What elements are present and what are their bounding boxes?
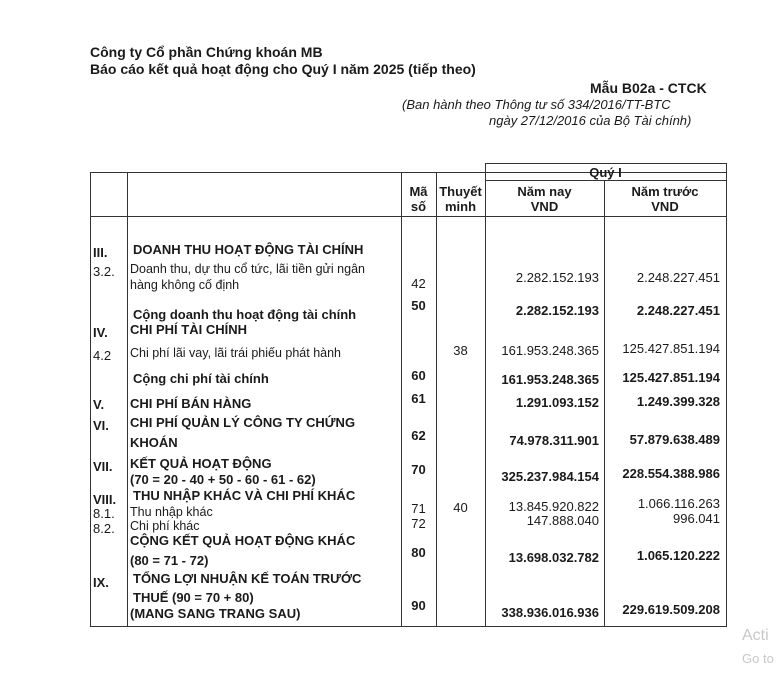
- row-vii-label-line2: (70 = 20 - 40 + 50 - 60 - 61 - 62): [130, 472, 316, 487]
- row-32-label-line1: Doanh thu, dự thu cổ tức, lãi tiền gửi ngân: [130, 262, 365, 276]
- row-iv-label: CHI PHÍ TÀI CHÍNH: [130, 322, 247, 337]
- row-iii-label: DOANH THU HOẠT ĐỘNG TÀI CHÍNH: [133, 242, 364, 257]
- row-32-previous: 2.248.227.451: [636, 270, 720, 285]
- row-v-number: V.: [93, 397, 105, 412]
- row-vii-current: 325.237.984.154: [501, 469, 599, 484]
- row-50-code: 50: [411, 298, 426, 313]
- row-42-note: 38: [453, 343, 468, 358]
- row-60-label: Cộng chi phí tài chính: [133, 371, 269, 386]
- row-vi-current: 74.978.311.901: [509, 433, 599, 448]
- row-81-number: 8.1.: [93, 506, 115, 521]
- row-82-code: 72: [411, 516, 426, 531]
- row-vii-code: 70: [411, 462, 426, 477]
- row-ix-current: 338.936.016.936: [501, 605, 599, 620]
- header-previous-line1: Năm trước: [631, 184, 699, 199]
- row-81-previous: 1.066.116.263: [637, 496, 720, 511]
- row-42-label: Chi phí lãi vay, lãi trái phiếu phát hành: [130, 346, 342, 360]
- row-viii-number: VIII.: [93, 492, 117, 507]
- row-ix-label-line3: (MANG SANG TRANG SAU): [130, 606, 301, 621]
- row-50-current: 2.282.152.193: [515, 303, 599, 318]
- form-note-line1: (Ban hành theo Thông tư số 334/2016/TT-BTC: [402, 97, 671, 112]
- row-ix-previous: 229.619.509.208: [622, 602, 720, 617]
- row-v-label: CHI PHÍ BÁN HÀNG: [130, 396, 252, 411]
- row-80-code: 80: [411, 545, 426, 560]
- row-42-previous: 125.427.851.194: [622, 341, 720, 356]
- header-code-line2: số: [410, 199, 427, 214]
- row-81-current: 13.845.920.822: [508, 499, 599, 514]
- row-v-current: 1.291.093.152: [515, 395, 599, 410]
- row-60-code: 60: [411, 368, 426, 383]
- company-name: Công ty Cổ phần Chứng khoán MB: [90, 44, 323, 60]
- row-80-current: 13.698.032.782: [508, 550, 599, 565]
- header-note-line1: Thuyết: [439, 184, 482, 199]
- row-42-number: 4.2: [93, 348, 112, 363]
- row-81-code: 71: [411, 501, 426, 516]
- col-border-code: [436, 172, 437, 626]
- row-50-label: Cộng doanh thu hoạt động tài chính: [133, 307, 357, 322]
- header-current-line1: Năm nay: [517, 184, 572, 199]
- row-32-number: 3.2.: [93, 264, 115, 279]
- header-current-line2: VND: [530, 199, 559, 214]
- row-vi-number: VI.: [93, 418, 109, 433]
- quarter-top-border: [485, 163, 727, 164]
- header-quarter: Quý I: [589, 165, 622, 180]
- col-border-right: [726, 163, 727, 626]
- table-bottom-border: [90, 626, 727, 627]
- row-v-previous: 1.249.399.328: [636, 394, 720, 409]
- row-50-previous: 2.248.227.451: [636, 303, 720, 318]
- row-v-code: 61: [411, 391, 426, 406]
- row-ix-number: IX.: [93, 575, 109, 590]
- row-vi-code: 62: [411, 428, 426, 443]
- row-60-previous: 125.427.851.194: [622, 370, 720, 385]
- row-vi-label-line1: CHI PHÍ QUẢN LÝ CÔNG TY CHỨNG: [130, 415, 356, 430]
- activation-watermark-line2: Go to: [742, 651, 774, 666]
- row-80-previous: 1.065.120.222: [636, 548, 720, 563]
- row-vi-label-line2: KHOÁN: [130, 435, 178, 450]
- report-title: Báo cáo kết quả hoạt động cho Quý I năm 2025 (tiếp theo): [90, 61, 476, 77]
- row-82-current: 147.888.040: [526, 513, 599, 528]
- row-82-previous: 996.041: [673, 511, 720, 526]
- row-42-current: 161.953.248.365: [501, 343, 599, 358]
- row-82-label: Chi phí khác: [130, 519, 200, 533]
- row-60-current: 161.953.248.365: [501, 372, 599, 387]
- row-vii-number: VII.: [93, 459, 113, 474]
- header-note-line2: minh: [444, 199, 477, 214]
- row-80-label-line2: (80 = 71 - 72): [130, 553, 209, 568]
- header-code-line1: Mã: [409, 184, 428, 199]
- col-border-num: [127, 172, 128, 626]
- row-80-label-line1: CỘNG KẾT QUẢ HOẠT ĐỘNG KHÁC: [130, 533, 356, 548]
- row-vii-previous: 228.554.388.986: [622, 466, 720, 481]
- activation-watermark-line1: Acti: [742, 627, 769, 644]
- row-32-label-line2: hàng không cố định: [130, 278, 240, 292]
- header-bottom-border: [90, 216, 727, 217]
- row-iv-number: IV.: [93, 325, 108, 340]
- row-82-number: 8.2.: [93, 521, 115, 536]
- header-previous-line2: VND: [651, 199, 679, 214]
- row-ix-label-line1: TỔNG LỢI NHUẬN KẾ TOÁN TRƯỚC: [133, 571, 362, 586]
- row-vi-previous: 57.879.638.489: [629, 432, 720, 447]
- row-viii-label: THU NHẬP KHÁC VÀ CHI PHÍ KHÁC: [133, 488, 356, 503]
- row-81-label: Thu nhập khác: [130, 505, 213, 519]
- row-vii-label-line1: KẾT QUẢ HOẠT ĐỘNG: [130, 456, 272, 471]
- form-note-line2: ngày 27/12/2016 của Bộ Tài chính): [489, 113, 692, 128]
- row-32-code: 42: [411, 276, 426, 291]
- quarter-divider: [485, 180, 727, 181]
- row-ix-label-line2: THUẾ (90 = 70 + 80): [133, 590, 254, 605]
- form-code: Mẫu B02a - CTCK: [590, 80, 707, 96]
- col-border-left: [90, 172, 91, 626]
- row-ix-code: 90: [411, 598, 426, 613]
- row-32-current: 2.282.152.193: [515, 270, 599, 285]
- row-81-note: 40: [453, 500, 468, 515]
- row-iii-number: III.: [93, 245, 108, 260]
